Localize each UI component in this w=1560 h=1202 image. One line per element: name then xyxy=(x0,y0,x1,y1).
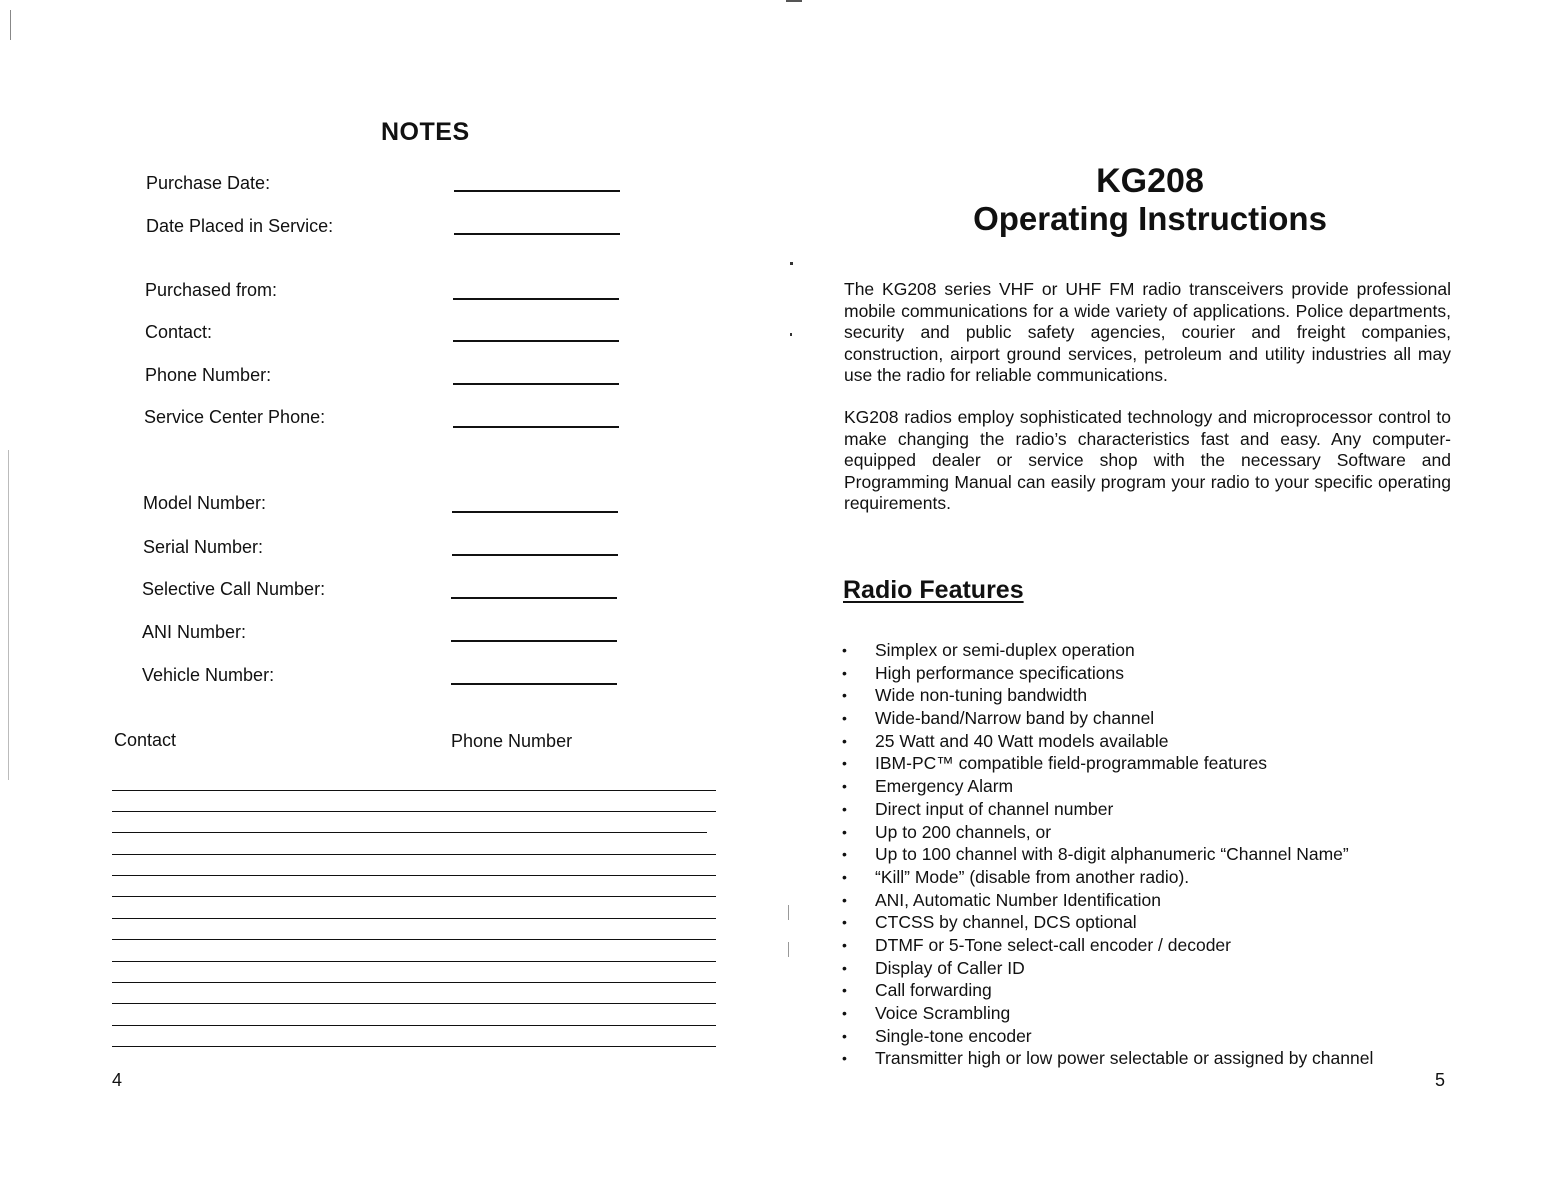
bullet-icon: • xyxy=(842,959,847,976)
bullet-icon: • xyxy=(842,778,847,795)
right-page-number: 5 xyxy=(1435,1070,1446,1090)
bullet-icon: • xyxy=(842,710,847,727)
bullet-icon: • xyxy=(842,1005,847,1021)
radio-features-heading: Radio Features xyxy=(843,576,1024,604)
feature-item xyxy=(838,775,1478,798)
feature-text: Direct input of channel number xyxy=(875,798,1114,819)
contact-entry-line[interactable] xyxy=(112,1025,716,1026)
field-label-phone-number: Phone Number: xyxy=(145,365,272,385)
field-label-selective-call-number: Selective Call Number: xyxy=(142,579,326,599)
bullet-icon: • xyxy=(842,936,847,953)
feature-list xyxy=(838,639,1478,1070)
bullet-icon: • xyxy=(842,823,847,840)
feature-item xyxy=(838,752,1478,775)
feature-item xyxy=(838,821,1478,844)
feature-text: Single-tone encoder xyxy=(875,1025,1032,1046)
scan-edge-mark xyxy=(8,450,9,780)
contact-entry-line[interactable] xyxy=(112,854,716,855)
bullet-icon: • xyxy=(842,687,847,704)
scan-speck xyxy=(786,0,802,2)
notes-title: NOTES xyxy=(381,118,470,146)
field-label-purchase-date: Purchase Date: xyxy=(146,173,271,193)
scan-edge-mark xyxy=(10,10,11,40)
feature-text: Wide non-tuning bandwidth xyxy=(875,685,1088,706)
bullet-icon: • xyxy=(842,1027,847,1044)
field-line-service-center-phone[interactable] xyxy=(453,426,619,428)
document-title-subtitle: Operating Instructions xyxy=(973,200,1327,237)
bullet-icon: • xyxy=(842,914,847,931)
contact-entry-line[interactable] xyxy=(112,875,716,876)
contact-entry-line[interactable] xyxy=(112,918,716,919)
feature-item xyxy=(838,639,1478,662)
feature-text: Up to 200 channels, or xyxy=(875,821,1052,842)
field-line-phone-number[interactable] xyxy=(453,383,619,385)
field-line-purchase-date[interactable] xyxy=(454,190,620,192)
feature-item xyxy=(838,957,1478,980)
bullet-icon: • xyxy=(842,642,847,658)
feature-item xyxy=(838,843,1478,866)
field-label-vehicle-number: Vehicle Number: xyxy=(142,665,275,685)
scan-speck xyxy=(788,905,789,920)
bullet-icon: • xyxy=(842,800,847,817)
feature-item xyxy=(838,1002,1478,1025)
feature-text: Call forwarding xyxy=(875,980,992,1001)
feature-item xyxy=(838,866,1478,889)
contact-entry-line[interactable] xyxy=(112,1003,716,1004)
field-line-selective-call-number[interactable] xyxy=(451,597,617,599)
contact-entry-line[interactable] xyxy=(112,982,716,983)
field-line-serial-number[interactable] xyxy=(452,554,618,556)
feature-text: Voice Scrambling xyxy=(875,1003,1011,1023)
feature-text: ANI, Automatic Number Identification xyxy=(875,889,1161,910)
feature-text: High performance specifications xyxy=(875,662,1125,683)
feature-item xyxy=(838,684,1478,707)
feature-item xyxy=(838,911,1478,934)
bullet-icon: • xyxy=(842,891,847,908)
field-label-purchased-from: Purchased from: xyxy=(145,280,278,300)
feature-item xyxy=(838,1025,1478,1048)
scan-speck xyxy=(790,262,793,265)
feature-text: 25 Watt and 40 Watt models available xyxy=(875,730,1169,751)
bullet-icon: • xyxy=(842,846,847,863)
bullet-icon: • xyxy=(842,1050,847,1067)
contact-entry-line[interactable] xyxy=(112,832,707,833)
bullet-icon: • xyxy=(842,868,847,885)
field-label-serial-number: Serial Number: xyxy=(143,537,264,557)
feature-text: Wide-band/Narrow band by channel xyxy=(875,708,1155,729)
feature-item xyxy=(838,707,1478,730)
technology-paragraph: KG208 radios employ sophisticated technology and microprocessor control to make changing the radio’s characteristics fast and easy. Any computer-equipped dealer or service shop with the necessary Software and Programming Manual can easily program your radio to your specific operating requirements. xyxy=(844,407,1451,513)
contact-entry-line[interactable] xyxy=(112,1046,716,1047)
document-title-model: KG208 xyxy=(1096,162,1204,200)
contact-entry-line[interactable] xyxy=(112,939,716,940)
feature-text: DTMF or 5-Tone select-call encoder / decoder xyxy=(875,934,1231,955)
bullet-icon: • xyxy=(842,664,847,681)
feature-text: Simplex or semi-duplex operation xyxy=(875,640,1135,660)
feature-item xyxy=(838,934,1478,957)
field-line-model-number[interactable] xyxy=(452,511,618,513)
bullet-icon: • xyxy=(842,755,847,772)
feature-text: Transmitter high or low power selectable or assigned by channel xyxy=(875,1048,1374,1069)
feature-item xyxy=(838,889,1478,912)
field-label-model-number: Model Number: xyxy=(143,493,267,513)
bullet-icon: • xyxy=(842,732,847,749)
intro-paragraph: The KG208 series VHF or UHF FM radio transceivers provide professional mobile communications for a wide variety of applications. Police departments, security and public safety agencies, courier and freight companies, construction, airport ground services, petroleum and utility industries all may use the radio for reliable communications. xyxy=(844,279,1451,385)
field-line-purchased-from[interactable] xyxy=(453,298,619,300)
feature-item xyxy=(838,798,1478,821)
phone-number-column-header: Phone Number xyxy=(451,731,573,751)
feature-text: Display of Caller ID xyxy=(875,957,1025,978)
feature-text: CTCSS by channel, DCS optional xyxy=(875,912,1137,933)
scan-speck xyxy=(790,333,792,336)
feature-item xyxy=(838,662,1478,685)
contact-entry-line[interactable] xyxy=(112,961,716,962)
field-label-contact: Contact: xyxy=(145,322,213,342)
field-label-ani-number: ANI Number: xyxy=(142,622,247,642)
feature-item xyxy=(838,730,1478,753)
feature-item xyxy=(838,1047,1478,1070)
feature-text: IBM-PC™ compatible field-programmable features xyxy=(875,753,1267,774)
contact-entry-line[interactable] xyxy=(112,896,716,897)
field-line-contact[interactable] xyxy=(453,340,619,342)
field-label-date-placed-in-service: Date Placed in Service: xyxy=(146,216,334,236)
field-label-service-center-phone: Service Center Phone: xyxy=(144,407,326,427)
feature-text: Emergency Alarm xyxy=(875,776,1014,797)
feature-text: Up to 100 channel with 8-digit alphanumeric “Channel Name” xyxy=(875,844,1349,865)
field-line-vehicle-number[interactable] xyxy=(451,683,617,685)
contact-column-header: Contact xyxy=(114,730,177,750)
field-line-date-placed-in-service[interactable] xyxy=(454,233,620,235)
contact-entry-line[interactable] xyxy=(112,790,716,791)
bullet-icon: • xyxy=(842,982,847,999)
contact-entry-line[interactable] xyxy=(112,811,716,812)
scan-speck xyxy=(788,942,789,957)
left-page-number: 4 xyxy=(112,1070,123,1090)
feature-text: “Kill” Mode” (disable from another radio). xyxy=(875,866,1190,887)
feature-item xyxy=(838,979,1478,1002)
field-line-ani-number[interactable] xyxy=(451,640,617,642)
